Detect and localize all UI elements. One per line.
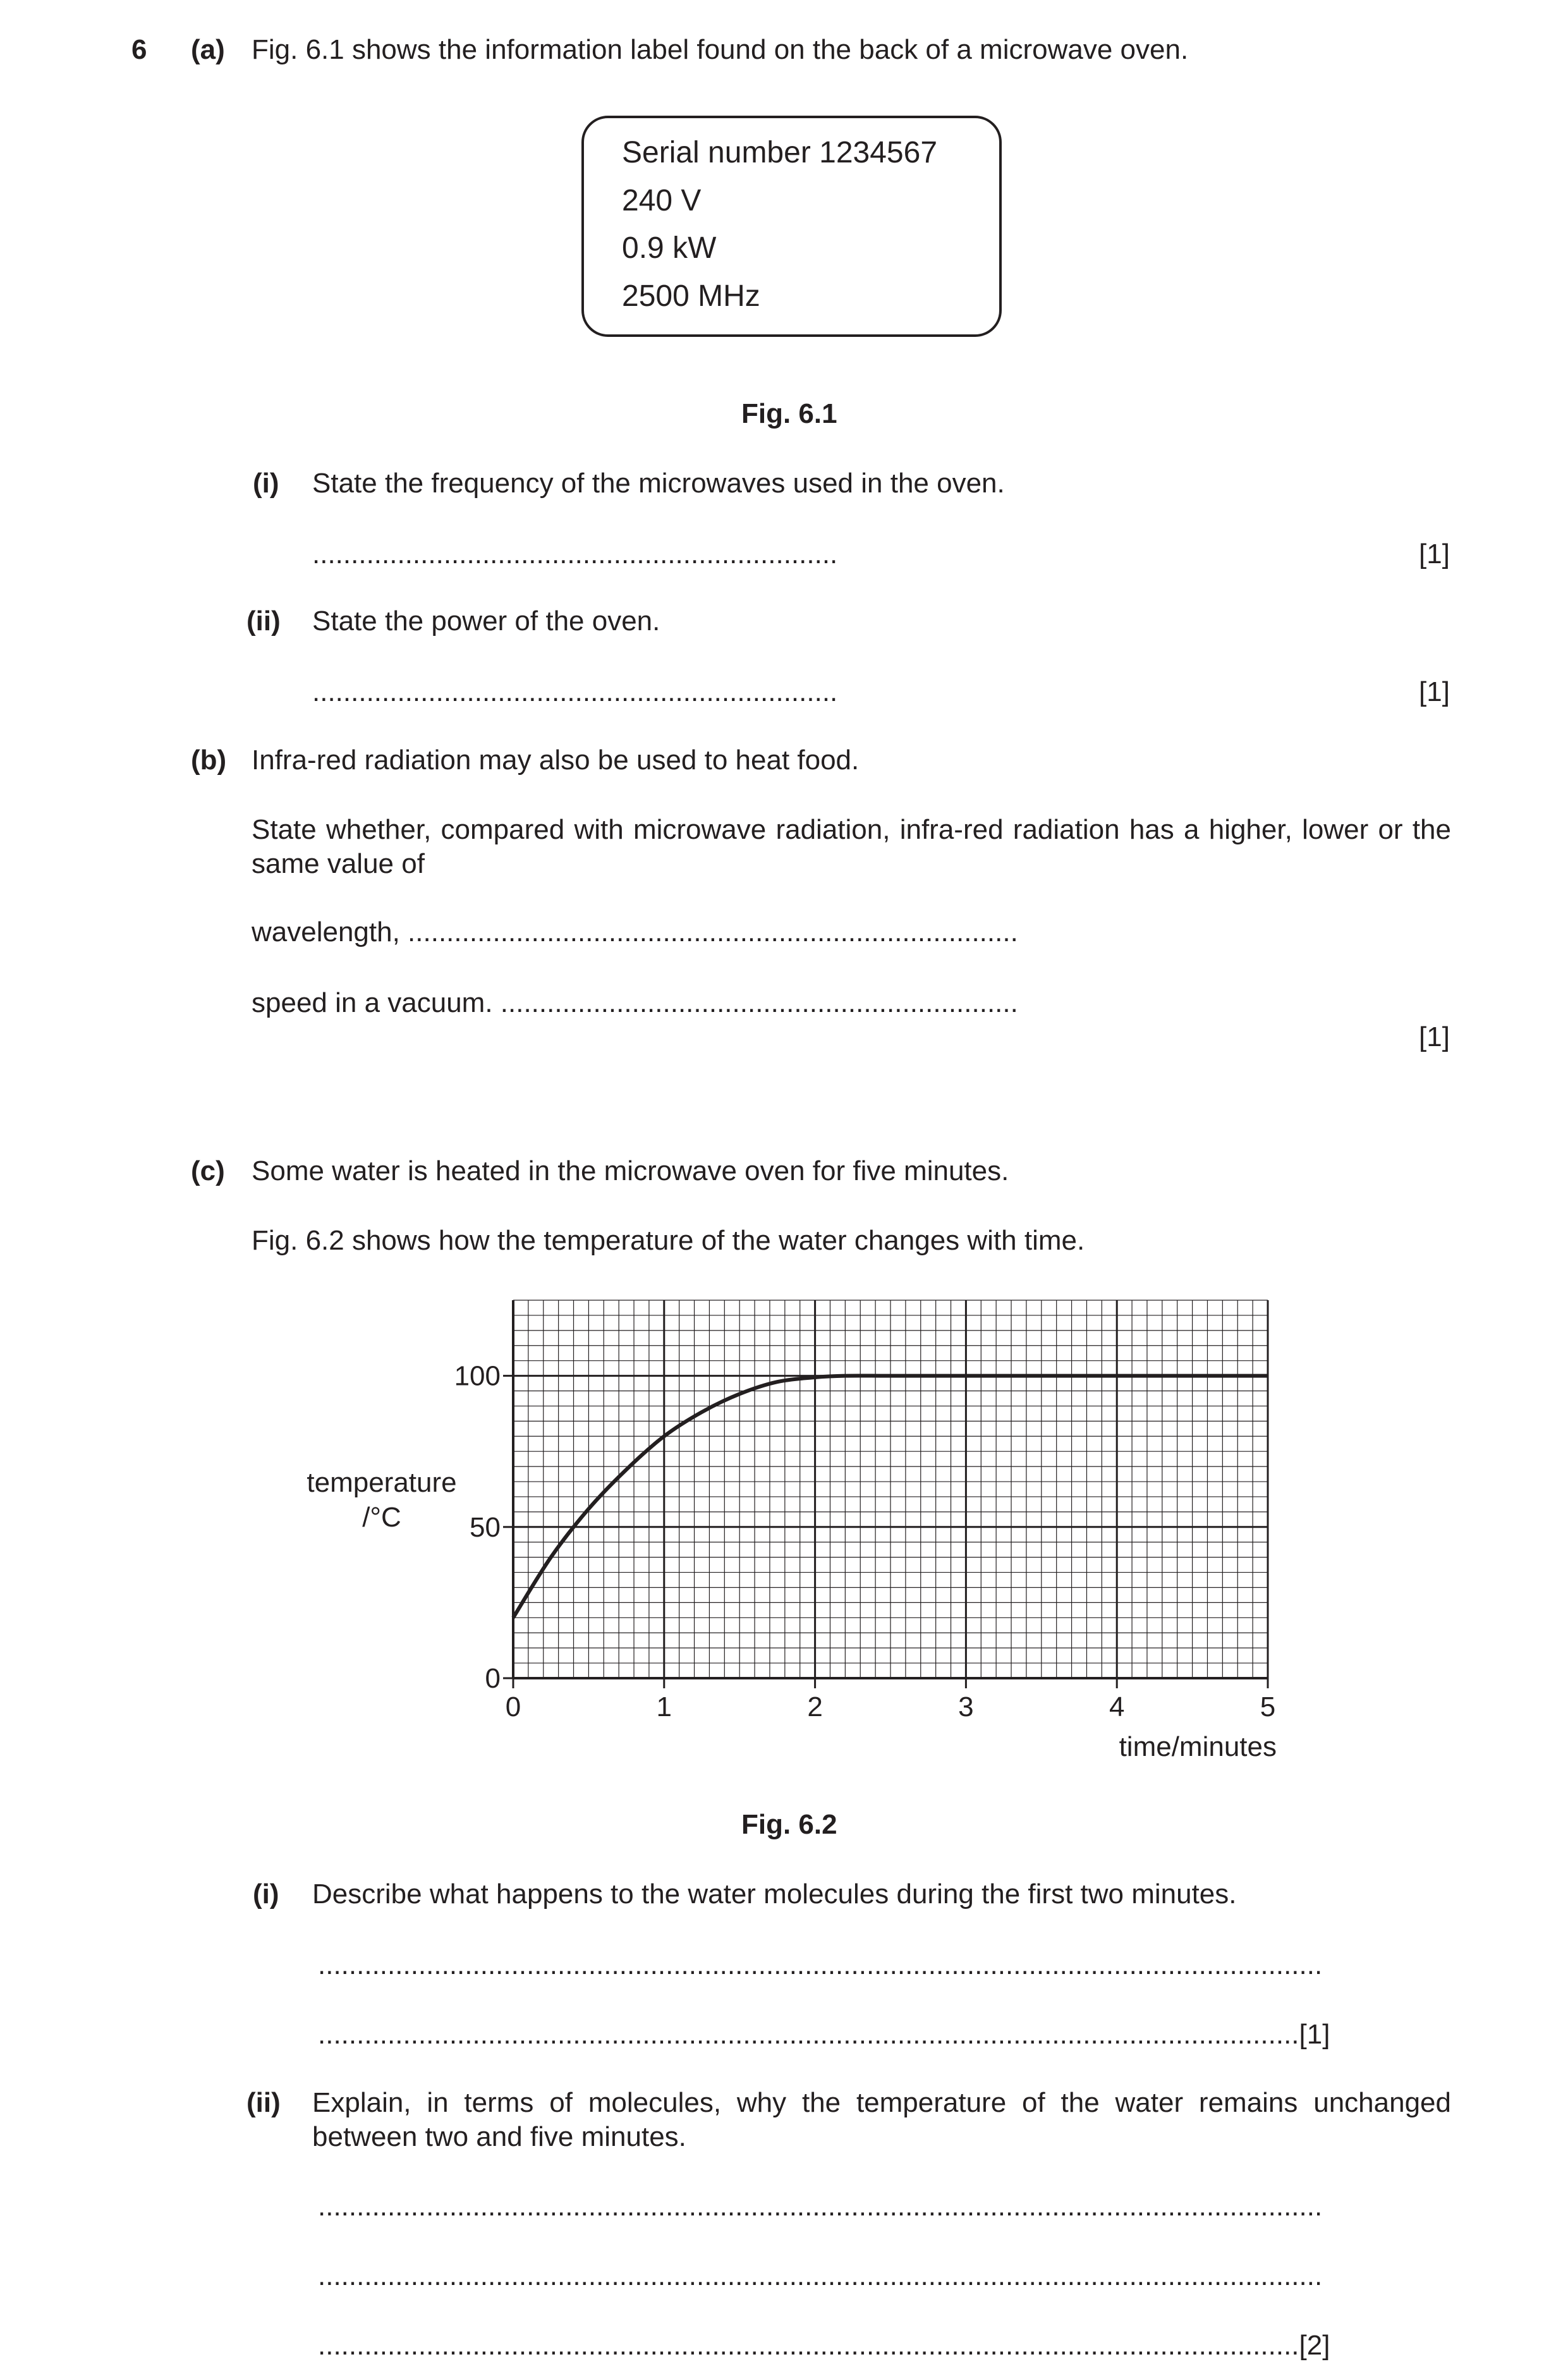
graph-axes	[503, 1300, 1268, 1688]
x-tick-label: 5	[1260, 1691, 1276, 1722]
part-a-ii-marks: [1]	[1419, 676, 1450, 707]
fig-6-2-intro: Fig. 6.2 shows how the temperature of the water changes with time.	[252, 1225, 1085, 1256]
part-b-question: State whether, compared with microwave radiation, infra-red radiation has a higher, lower or the same value of	[252, 814, 1451, 879]
label-frequency: 2500 MHz	[622, 279, 760, 313]
fig-6-2-caption: Fig. 6.2	[741, 1809, 837, 1840]
part-a-i-marks: [1]	[1419, 539, 1450, 570]
y-tick-label: 0	[485, 1663, 501, 1694]
x-tick-label: 1	[656, 1691, 672, 1722]
part-c-i-answer-line-1[interactable]: ..................................................................................................................................	[318, 1949, 1323, 1980]
part-a-ii-answer-line[interactable]: ....................................................................	[312, 676, 838, 707]
y-tick-label: 50	[470, 1511, 501, 1543]
label-voltage: 240 V	[622, 184, 702, 217]
x-tick-label: 0	[505, 1691, 521, 1722]
wavelength-answer-line[interactable]: wavelength, ...............................................................................	[252, 917, 1018, 947]
y-axis-label-line1: temperature	[307, 1467, 457, 1498]
part-c-i-numeral: (i)	[253, 1879, 279, 1910]
speed-answer-line[interactable]: speed in a vacuum. ...................................................................	[252, 987, 1018, 1018]
fig-6-1-caption: Fig. 6.1	[741, 398, 837, 429]
part-b-letter: (b)	[191, 745, 227, 776]
part-c-i-question: Describe what happens to the water molecules during the first two minutes.	[312, 1879, 1237, 1910]
y-axis-label-line2: /°C	[362, 1502, 401, 1533]
part-a-ii-numeral: (ii)	[246, 606, 281, 637]
x-tick-label: 2	[807, 1691, 823, 1722]
part-a-letter: (a)	[191, 34, 225, 65]
part-a-ii-question: State the power of the oven.	[312, 606, 660, 637]
part-a-i-question: State the frequency of the microwaves used in the oven.	[312, 468, 1005, 499]
part-c-ii-answer-line-1[interactable]: ..................................................................................................................................	[318, 2191, 1323, 2222]
part-a-i-answer-line[interactable]: ....................................................................	[312, 539, 838, 570]
x-axis-label: time/minutes	[1119, 1731, 1277, 1762]
part-c-ii-answer-line-3[interactable]: ...............................................................................................................................[2]	[318, 2330, 1330, 2361]
part-b-intro: Infra-red radiation may also be used to heat food.	[252, 745, 860, 776]
part-a-i-numeral: (i)	[253, 468, 279, 499]
graph-grid	[513, 1300, 1268, 1678]
part-b-marks: [1]	[1419, 1021, 1450, 1052]
part-c-intro: Some water is heated in the microwave oven for five minutes.	[252, 1155, 1009, 1186]
x-tick-label: 3	[958, 1691, 974, 1722]
part-c-ii-question: Explain, in terms of molecules, why the temperature of the water remains unchanged between two and five minutes.	[312, 2087, 1451, 2152]
part-c-i-answer-line-2[interactable]: ...............................................................................................................................[1]	[318, 2019, 1330, 2050]
graph-tick-labels	[454, 1361, 1276, 1722]
part-a-intro: Fig. 6.1 shows the information label found on the back of a microwave oven.	[252, 34, 1189, 65]
label-serial-number: Serial number 1234567	[622, 136, 938, 169]
question-number: 6	[131, 34, 147, 65]
part-c-ii-numeral: (ii)	[246, 2087, 281, 2118]
part-c-ii-answer-line-2[interactable]: ..................................................................................................................................	[318, 2260, 1323, 2291]
part-c-letter: (c)	[191, 1155, 225, 1186]
y-tick-label: 100	[454, 1360, 501, 1392]
x-tick-label: 4	[1109, 1691, 1125, 1722]
label-power: 0.9 kW	[622, 231, 717, 265]
